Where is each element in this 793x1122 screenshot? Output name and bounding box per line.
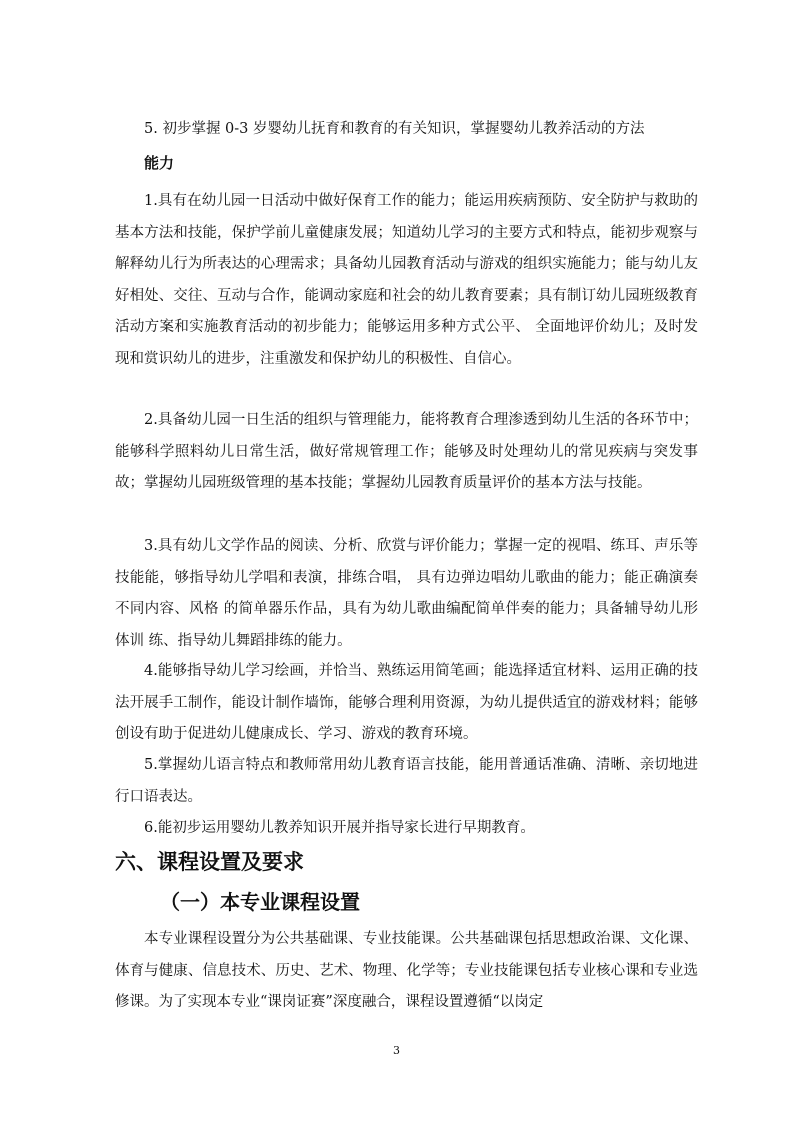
- ability-paragraph-1: 1.具有在幼儿园一日活动中做好保育工作的能力；能运用疾病预防、安全防护与救助的基本方法和技能，保护学前儿童健康发展；知道幼儿学习的主要方式和特点，能初步观察与解释幼儿行为所表达的心理需求；具备幼儿园教育活动与游戏的组织实施能力；能与幼儿友好相处、交往、互动与合作，能调动家庭和社会的幼儿教育要素；具有制订幼儿园班级教育活动方案和实施教育活动的初步能力；能够运用多种方式公平、 全面地评价幼儿；及时发现和赏识幼儿的进步，注重激发和保护幼儿的积极性、自信心。: [115, 193, 698, 367]
- subsection-heading: （一）本专业课程设置: [160, 890, 360, 914]
- ability-paragraph-2: 2.具备幼儿园一日生活的组织与管理能力，能将教育合理渗透到幼儿生活的各环节中；能够科学照料幼儿日常生活，做好常规管理工作；能够及时处理幼儿的常见疾病与突发事故；掌握幼儿园班级管理的基本技能；掌握幼儿园教育质量评价的基本方法与技能。: [115, 412, 698, 491]
- page-number: 3: [393, 1044, 400, 1057]
- ability-paragraph-5: 5.掌握幼儿语言特点和教师常用幼儿教育语言技能，能用普通话准确、清晰、亲切地进行口语表达。: [115, 757, 698, 805]
- course-paragraph: 本专业课程设置分为公共基础课、专业技能课。公共基础课包括思想政治课、文化课、体育与健康、信息技术、历史、艺术、物理、化学等；专业技能课包括专业核心课和专业选修课。为了实现本专业“课岗证赛”深度融合，课程设置遵循“以岗定: [115, 931, 698, 1010]
- knowledge-item-5: 5. 初步掌握 0-3 岁婴幼儿抚育和教育的有关知识，掌握婴幼儿教养活动的方法: [144, 121, 645, 137]
- ability-paragraph-3: 3.具有幼儿文学作品的阅读、分析、欣赏与评价能力；掌握一定的视唱、练耳、声乐等技能能，够指导幼儿学唱和表演，排练合唱， 具有边弹边唱幼儿歌曲的能力；能正确演奏不同内容、风格 的简单器乐作品，具有为幼儿歌曲编配简单伴奏的能力；具备辅导幼儿形体训 练、指导幼儿舞蹈排练的能力。: [115, 538, 698, 649]
- section-heading: 六、课程设置及要求: [115, 850, 304, 874]
- ability-heading: 能力: [144, 154, 175, 172]
- ability-paragraph-4: 4.能够指导幼儿学习绘画，并恰当、熟练运用简笔画；能选择适宜材料、运用正确的技法开展手工制作，能设计制作墙饰，能够合理利用资源，为幼儿提供适宜的游戏材料；能够创设有助于促进幼儿健康成长、学习、游戏的教育环境。: [115, 663, 698, 742]
- ability-paragraph-6: 6.能初步运用婴幼儿教养知识开展并指导家长进行早期教育。: [144, 820, 535, 836]
